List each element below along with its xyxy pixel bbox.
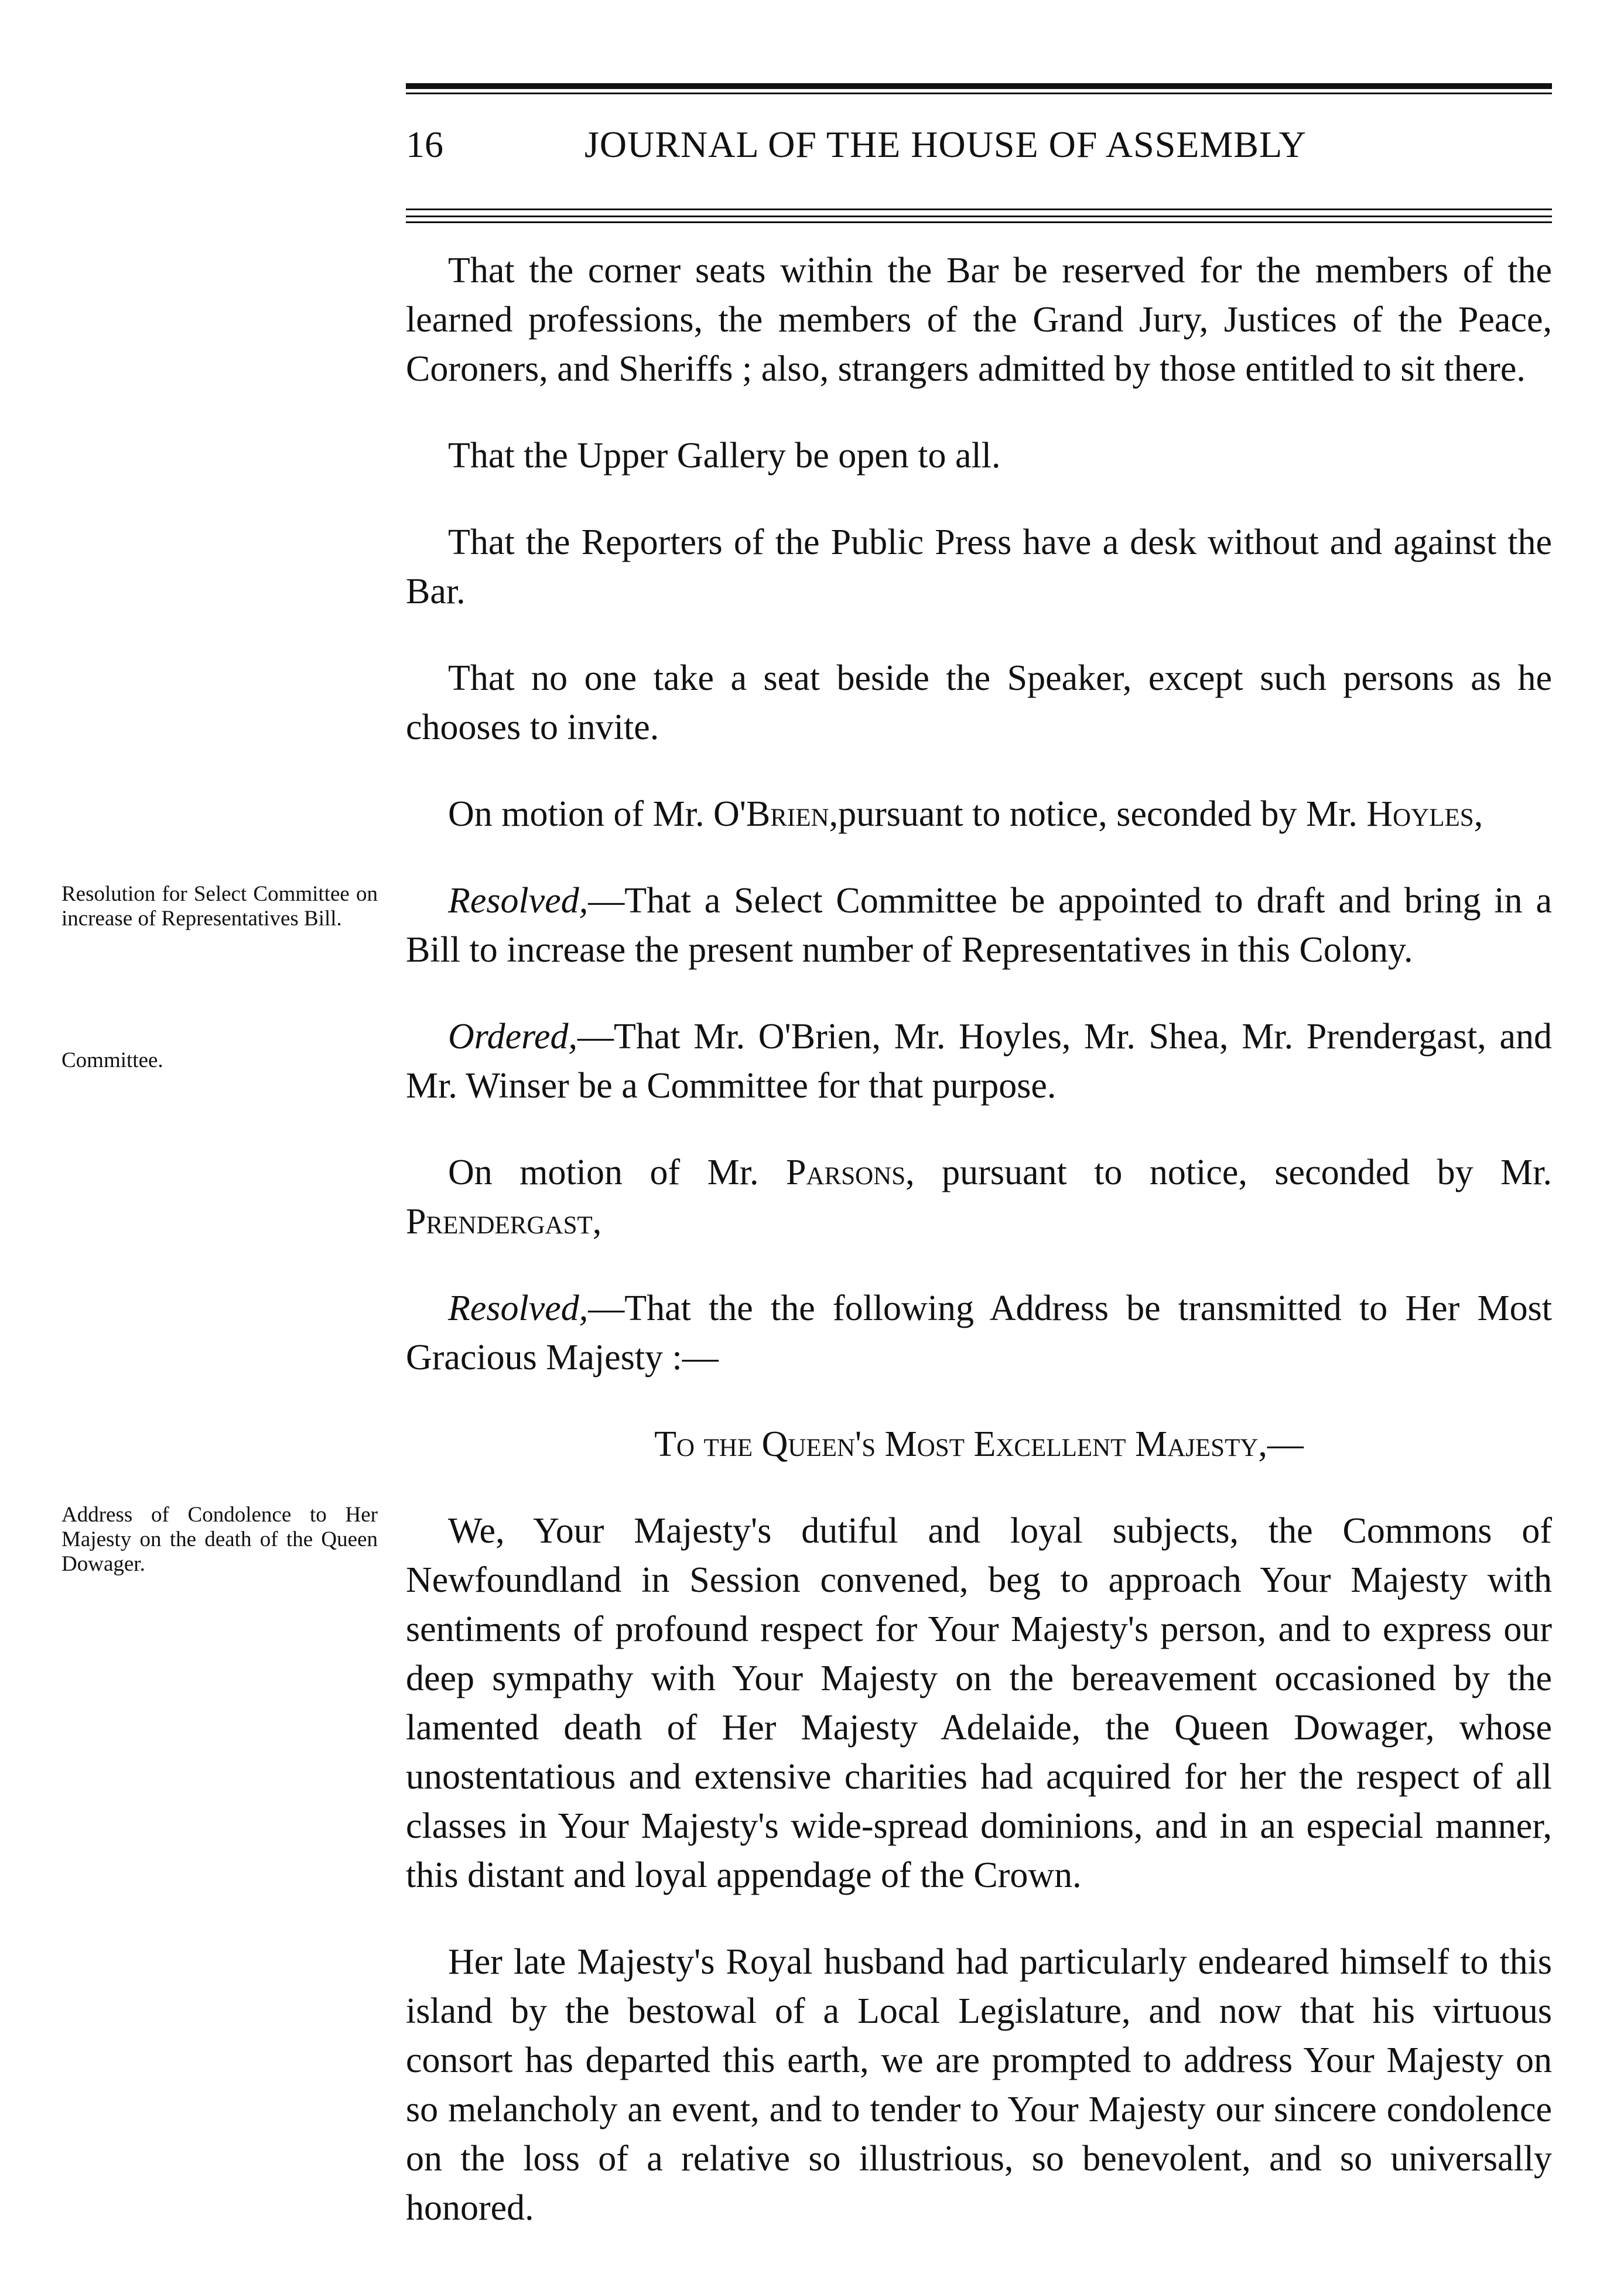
resolved-text: —That the the following Address be transmitted to Her Most Gracious Majesty :— — [406, 1288, 1552, 1377]
ordered-text: —That Mr. O'Brien, Mr. Hoyles, Mr. Shea, Mr. Prendergast, and Mr. Winser be a Committee for that purpose. — [406, 1017, 1552, 1106]
journal-body — [406, 246, 1552, 2270]
motion-text-end: , — [1473, 794, 1483, 834]
header-bottom-rule-2 — [406, 216, 1552, 217]
seconder-name: Hoyles — [1366, 794, 1474, 834]
header-rule-thick — [406, 83, 1552, 89]
paragraph-ordered-committee — [406, 1012, 1552, 1110]
header-bottom-rule-3 — [406, 221, 1552, 223]
paragraph-resolved-select-committee — [406, 876, 1552, 975]
resolved-text: —That a Select Committee be appointed to draft and bring in a Bill to increase the present number of Representatives in this Colony. — [406, 881, 1552, 970]
header-rule-thin — [406, 93, 1552, 94]
paragraph-resolved-address — [406, 1284, 1552, 1382]
mover-name: O'Brien — [713, 794, 829, 834]
header-bottom-rule-1 — [406, 208, 1552, 210]
resolved-lead: Resolved, — [448, 1288, 589, 1328]
journal-title: JOURNAL OF THE HOUSE OF ASSEMBLY — [584, 124, 1307, 165]
page-number: 16 — [406, 124, 443, 165]
motion-text-end: , — [592, 1202, 602, 1242]
paragraph-motion-obrien — [406, 789, 1552, 839]
margin-note-resolution: Resolution for Select Committee on increase of Representatives Bill. — [61, 882, 378, 931]
resolved-lead: Resolved, — [448, 881, 589, 921]
motion-text-mid: , pursuant to notice, seconded by Mr. — [905, 1153, 1552, 1192]
motion-text-mid: ,pursuant to notice, seconded by Mr. — [829, 794, 1367, 834]
paragraph-corner-seats: That the corner seats within the Bar be reserved for the members of the learned professions, the members of the Grand Jury, Justices of the Peace, Coroners, and Sheriffs ; also, strangers admitted by those entitled to sit there. — [406, 251, 1552, 389]
paragraph-royal-husband: Her late Majesty's Royal husband had particularly endeared himself to this island by the bestowal of a Local Legislature, and now that his virtuous consort has departed this earth, we are prompted to address Your Majesty on so melancholy an event, and to tender to Your Majesty our sincere condolence on the loss of a relative so illustrious, so benevolent, and so universally honored. — [406, 1942, 1552, 2228]
address-heading: To the Queen's Most Excellent Majesty,— — [654, 1424, 1304, 1464]
paragraph-speaker-seat: That no one take a seat beside the Speaker, except such persons as he chooses to invite. — [406, 658, 1552, 747]
motion-text-start: On motion of Mr. — [448, 794, 713, 834]
margin-note-address: Address of Condolence to Her Majesty on the death of the Queen Dowager. — [61, 1503, 378, 1576]
running-header — [406, 123, 1552, 176]
paragraph-upper-gallery: That the Upper Gallery be open to all. — [448, 436, 1001, 476]
paragraph-motion-parsons — [406, 1148, 1552, 1246]
paragraph-reporters: That the Reporters of the Public Press have a desk without and against the Bar. — [406, 522, 1552, 611]
paragraph-address-condolence: We, Your Majesty's dutiful and loyal subjects, the Commons of Newfoundland in Session convened, beg to approach Your Majesty with sentiments of profound respect for Your Majesty's person, and to express our deep sympathy with Your Majesty on the bereavement occasioned by the lamented death of Her Majesty Adelaide, the Queen Dowager, whose unostentatious and extensive charities had acquired for her the respect of all classes in Your Majesty's wide-spread dominions, and in an especial manner, this distant and loyal appendage of the Crown. — [406, 1511, 1552, 1895]
mover-name: Parsons — [786, 1153, 906, 1192]
margin-note-committee: Committee. — [61, 1048, 163, 1072]
seconder-name: Prendergast — [406, 1202, 593, 1242]
ordered-lead: Ordered, — [448, 1017, 577, 1057]
motion-text-start: On motion of Mr. — [448, 1153, 786, 1192]
